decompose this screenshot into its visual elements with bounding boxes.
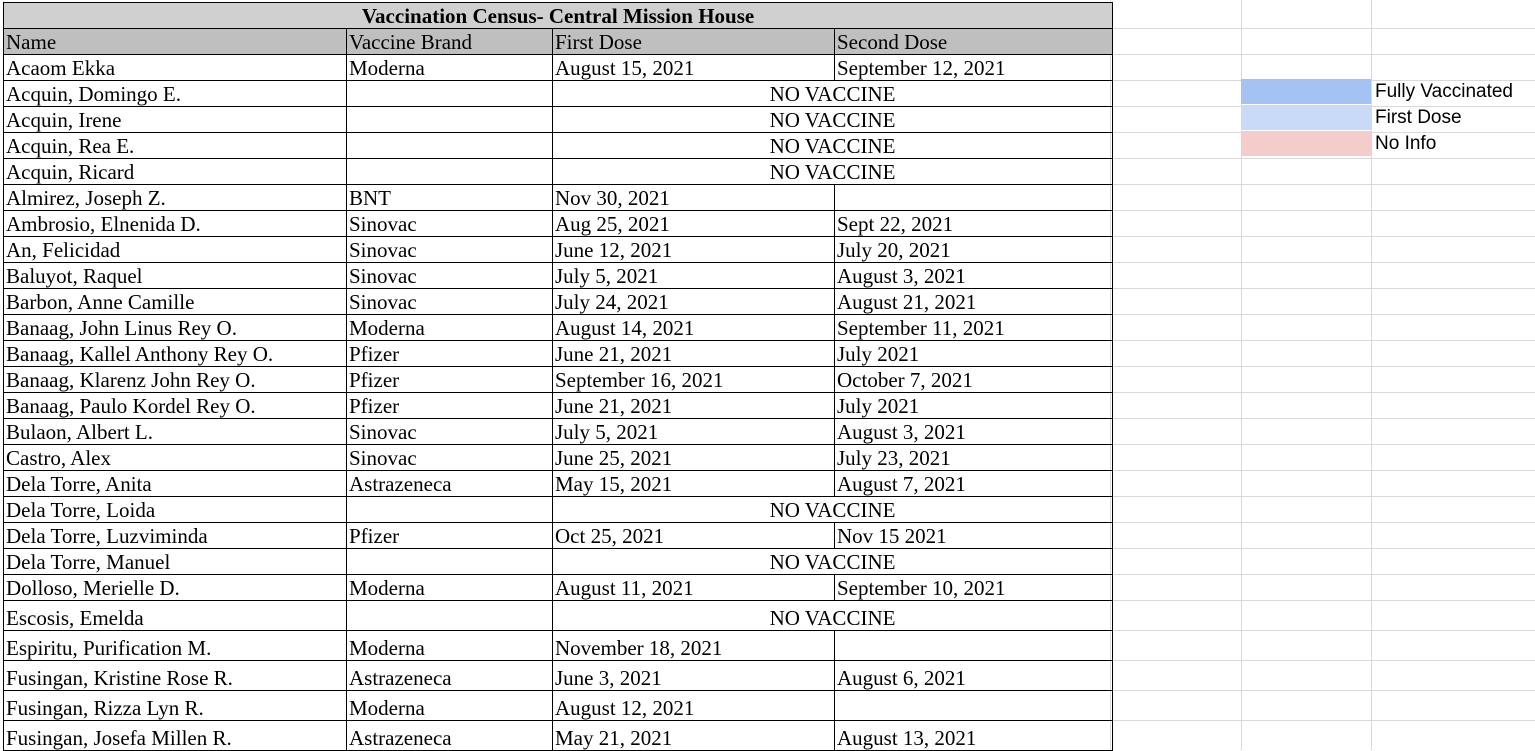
cell-vaccine-brand[interactable]: Pfizer bbox=[347, 523, 553, 549]
gridline bbox=[1111, 184, 1535, 185]
legend-swatch[interactable] bbox=[1241, 131, 1371, 156]
gridline bbox=[1111, 236, 1535, 237]
cell-vaccine-brand[interactable]: Sinovac bbox=[347, 263, 553, 289]
gridline bbox=[1111, 660, 1535, 661]
gridline bbox=[1111, 690, 1535, 691]
table-row bbox=[4, 601, 1113, 631]
cell-first-dose[interactable]: Oct 25, 2021 bbox=[553, 523, 835, 549]
table-row bbox=[4, 289, 1113, 315]
vaccination-census-table bbox=[3, 2, 1113, 751]
cell-first-dose[interactable]: September 16, 2021 bbox=[553, 367, 835, 393]
table-row bbox=[4, 691, 1113, 721]
cell-first-dose[interactable]: July 5, 2021 bbox=[553, 419, 835, 445]
cell-vaccine-brand[interactable]: Astrazeneca bbox=[347, 661, 553, 691]
cell-first-dose[interactable]: June 21, 2021 bbox=[553, 393, 835, 419]
cell-first-dose[interactable]: June 3, 2021 bbox=[553, 661, 835, 691]
cell-vaccine-brand[interactable]: Astrazeneca bbox=[347, 471, 553, 497]
cell-name[interactable]: Fusingan, Kristine Rose R. bbox=[4, 661, 347, 691]
table-row bbox=[4, 237, 1113, 263]
table-row bbox=[4, 367, 1113, 393]
table-row bbox=[4, 263, 1113, 289]
cell-second-dose[interactable]: July 23, 2021 bbox=[835, 445, 1113, 471]
header-vaccine-brand[interactable]: Vaccine Brand bbox=[347, 29, 553, 55]
gridline bbox=[1111, 340, 1535, 341]
cell-vaccine-brand[interactable]: Pfizer bbox=[347, 341, 553, 367]
cell-second-dose[interactable]: August 6, 2021 bbox=[835, 661, 1113, 691]
cell-second-dose[interactable]: August 13, 2021 bbox=[835, 721, 1113, 751]
table-row bbox=[4, 185, 1113, 211]
table-row bbox=[4, 81, 1113, 107]
legend-item bbox=[1241, 105, 1535, 131]
cell-first-dose[interactable]: August 11, 2021 bbox=[553, 575, 835, 601]
legend-item bbox=[1241, 79, 1535, 105]
cell-vaccine-brand[interactable] bbox=[347, 549, 553, 575]
cell-second-dose[interactable]: September 10, 2021 bbox=[835, 575, 1113, 601]
gridline bbox=[1111, 158, 1535, 159]
cell-name[interactable]: Banaag, Kallel Anthony Rey O. bbox=[4, 341, 347, 367]
gridline bbox=[1111, 548, 1535, 549]
cell-name[interactable]: Escosis, Emelda bbox=[4, 601, 347, 631]
header-name[interactable]: Name bbox=[4, 29, 347, 55]
cell-vaccine-brand[interactable]: Sinovac bbox=[347, 237, 553, 263]
cell-second-dose[interactable]: September 12, 2021 bbox=[835, 55, 1113, 81]
gridline bbox=[1111, 444, 1535, 445]
cell-first-dose[interactable]: May 21, 2021 bbox=[553, 721, 835, 751]
cell-vaccine-brand[interactable]: Moderna bbox=[347, 631, 553, 661]
cell-second-dose[interactable]: September 11, 2021 bbox=[835, 315, 1113, 341]
cell-vaccine-brand[interactable] bbox=[347, 497, 553, 523]
gridline bbox=[1111, 600, 1535, 601]
cell-first-dose[interactable]: August 15, 2021 bbox=[553, 55, 835, 81]
cell-first-dose[interactable]: August 12, 2021 bbox=[553, 691, 835, 721]
gridline bbox=[1111, 28, 1535, 29]
cell-first-dose[interactable]: June 25, 2021 bbox=[553, 445, 835, 471]
cell-name[interactable]: Acquin, Ricard bbox=[4, 159, 347, 185]
cell-name[interactable]: Fusingan, Rizza Lyn R. bbox=[4, 691, 347, 721]
legend-swatch[interactable] bbox=[1241, 79, 1371, 104]
table-row bbox=[4, 445, 1113, 471]
cell-vaccine-brand[interactable] bbox=[347, 601, 553, 631]
cell-no-vaccine[interactable]: NO VACCINE bbox=[553, 497, 1113, 523]
table-row bbox=[4, 341, 1113, 367]
gridline bbox=[1111, 630, 1535, 631]
cell-vaccine-brand[interactable]: Moderna bbox=[347, 315, 553, 341]
cell-name[interactable]: Acaom Ekka bbox=[4, 55, 347, 81]
cell-first-dose[interactable]: June 21, 2021 bbox=[553, 341, 835, 367]
table-row bbox=[4, 159, 1113, 185]
cell-no-vaccine[interactable]: NO VACCINE bbox=[553, 81, 1113, 107]
cell-second-dose[interactable]: August 7, 2021 bbox=[835, 471, 1113, 497]
cell-name[interactable]: Dela Torre, Anita bbox=[4, 471, 347, 497]
table-row bbox=[4, 575, 1113, 601]
cell-first-dose[interactable]: May 15, 2021 bbox=[553, 471, 835, 497]
gridline bbox=[1111, 288, 1535, 289]
cell-vaccine-brand[interactable]: Moderna bbox=[347, 55, 553, 81]
table-row bbox=[4, 497, 1113, 523]
cell-second-dose[interactable]: August 3, 2021 bbox=[835, 263, 1113, 289]
cell-vaccine-brand[interactable] bbox=[347, 159, 553, 185]
cell-name[interactable]: Espiritu, Purification M. bbox=[4, 631, 347, 661]
cell-second-dose[interactable]: August 3, 2021 bbox=[835, 419, 1113, 445]
gridline bbox=[1111, 262, 1535, 263]
gridline bbox=[1111, 392, 1535, 393]
cell-second-dose[interactable]: July 2021 bbox=[835, 393, 1113, 419]
cell-name[interactable]: Banaag, Paulo Kordel Rey O. bbox=[4, 393, 347, 419]
table-row bbox=[4, 523, 1113, 549]
gridline bbox=[1111, 418, 1535, 419]
gridline bbox=[1111, 496, 1535, 497]
cell-name[interactable]: Almirez, Joseph Z. bbox=[4, 185, 347, 211]
cell-name[interactable]: An, Felicidad bbox=[4, 237, 347, 263]
table-title[interactable]: Vaccination Census- Central Mission House bbox=[4, 3, 1113, 29]
cell-second-dose[interactable]: July 20, 2021 bbox=[835, 237, 1113, 263]
cell-no-vaccine[interactable]: NO VACCINE bbox=[553, 549, 1113, 575]
cell-name[interactable]: Acquin, Irene bbox=[4, 107, 347, 133]
table-row bbox=[4, 549, 1113, 575]
cell-first-dose[interactable]: July 24, 2021 bbox=[553, 289, 835, 315]
table-row bbox=[4, 393, 1113, 419]
legend-label[interactable]: No Info bbox=[1375, 133, 1437, 154]
cell-vaccine-brand[interactable] bbox=[347, 133, 553, 159]
cell-second-dose[interactable]: October 7, 2021 bbox=[835, 367, 1113, 393]
header-second-dose[interactable]: Second Dose bbox=[835, 29, 1113, 55]
cell-vaccine-brand[interactable] bbox=[347, 81, 553, 107]
header-row bbox=[4, 29, 1113, 55]
cell-name[interactable]: Fusingan, Josefa Millen R. bbox=[4, 721, 347, 751]
table-row bbox=[4, 133, 1113, 159]
legend-label[interactable]: Fully Vaccinated bbox=[1375, 81, 1513, 102]
cell-name[interactable]: Acquin, Rea E. bbox=[4, 133, 347, 159]
cell-second-dose[interactable]: Nov 15 2021 bbox=[835, 523, 1113, 549]
title-row bbox=[4, 3, 1113, 29]
table-row bbox=[4, 107, 1113, 133]
cell-second-dose[interactable]: August 21, 2021 bbox=[835, 289, 1113, 315]
cell-no-vaccine[interactable]: NO VACCINE bbox=[553, 133, 1113, 159]
cell-name[interactable]: Dela Torre, Luzviminda bbox=[4, 523, 347, 549]
cell-name[interactable]: Ambrosio, Elnenida D. bbox=[4, 211, 347, 237]
cell-no-vaccine[interactable]: NO VACCINE bbox=[553, 601, 1113, 631]
cell-vaccine-brand[interactable]: Astrazeneca bbox=[347, 721, 553, 751]
table-row bbox=[4, 631, 1113, 661]
table-row bbox=[4, 661, 1113, 691]
gridline bbox=[1111, 54, 1535, 55]
cell-first-dose[interactable]: August 14, 2021 bbox=[553, 315, 835, 341]
cell-vaccine-brand[interactable] bbox=[347, 107, 553, 133]
cell-first-dose[interactable]: June 12, 2021 bbox=[553, 237, 835, 263]
cell-name[interactable]: Banaag, Klarenz John Rey O. bbox=[4, 367, 347, 393]
cell-vaccine-brand[interactable]: Sinovac bbox=[347, 211, 553, 237]
cell-vaccine-brand[interactable]: Moderna bbox=[347, 575, 553, 601]
cell-vaccine-brand[interactable]: Sinovac bbox=[347, 419, 553, 445]
gridline bbox=[1111, 720, 1535, 721]
table-row bbox=[4, 211, 1113, 237]
legend-label[interactable]: First Dose bbox=[1375, 107, 1462, 128]
table-row bbox=[4, 55, 1113, 81]
header-first-dose[interactable]: First Dose bbox=[553, 29, 835, 55]
cell-no-vaccine[interactable]: NO VACCINE bbox=[553, 159, 1113, 185]
cell-name[interactable]: Bulaon, Albert L. bbox=[4, 419, 347, 445]
cell-first-dose[interactable]: July 5, 2021 bbox=[553, 263, 835, 289]
cell-name[interactable]: Baluyot, Raquel bbox=[4, 263, 347, 289]
cell-vaccine-brand[interactable]: Pfizer bbox=[347, 393, 553, 419]
cell-name[interactable]: Barbon, Anne Camille bbox=[4, 289, 347, 315]
table-row bbox=[4, 419, 1113, 445]
gridline bbox=[1111, 314, 1535, 315]
table-row bbox=[4, 315, 1113, 341]
cell-vaccine-brand[interactable]: Sinovac bbox=[347, 289, 553, 315]
gridline bbox=[1111, 574, 1535, 575]
cell-no-vaccine[interactable]: NO VACCINE bbox=[553, 107, 1113, 133]
gridline bbox=[1111, 210, 1535, 211]
table-row bbox=[4, 471, 1113, 497]
cell-second-dose[interactable] bbox=[835, 691, 1113, 721]
cell-vaccine-brand[interactable]: Pfizer bbox=[347, 367, 553, 393]
cell-name[interactable]: Dela Torre, Loida bbox=[4, 497, 347, 523]
legend-item bbox=[1241, 131, 1535, 157]
cell-second-dose[interactable] bbox=[835, 185, 1113, 211]
cell-first-dose[interactable]: Nov 30, 2021 bbox=[553, 185, 835, 211]
cell-second-dose[interactable] bbox=[835, 631, 1113, 661]
cell-name[interactable]: Banaag, John Linus Rey O. bbox=[4, 315, 347, 341]
cell-vaccine-brand[interactable]: BNT bbox=[347, 185, 553, 211]
cell-second-dose[interactable]: July 2021 bbox=[835, 341, 1113, 367]
cell-name[interactable]: Dela Torre, Manuel bbox=[4, 549, 347, 575]
cell-first-dose[interactable]: November 18, 2021 bbox=[553, 631, 835, 661]
cell-name[interactable]: Dolloso, Merielle D. bbox=[4, 575, 347, 601]
legend-swatch[interactable] bbox=[1241, 105, 1371, 130]
cell-vaccine-brand[interactable]: Sinovac bbox=[347, 445, 553, 471]
cell-vaccine-brand[interactable]: Moderna bbox=[347, 691, 553, 721]
cell-name[interactable]: Acquin, Domingo E. bbox=[4, 81, 347, 107]
gridline bbox=[1111, 366, 1535, 367]
cell-name[interactable]: Castro, Alex bbox=[4, 445, 347, 471]
gridline bbox=[1111, 522, 1535, 523]
gridline bbox=[1111, 470, 1535, 471]
cell-second-dose[interactable]: Sept 22, 2021 bbox=[835, 211, 1113, 237]
table-row bbox=[4, 721, 1113, 751]
cell-first-dose[interactable]: Aug 25, 2021 bbox=[553, 211, 835, 237]
